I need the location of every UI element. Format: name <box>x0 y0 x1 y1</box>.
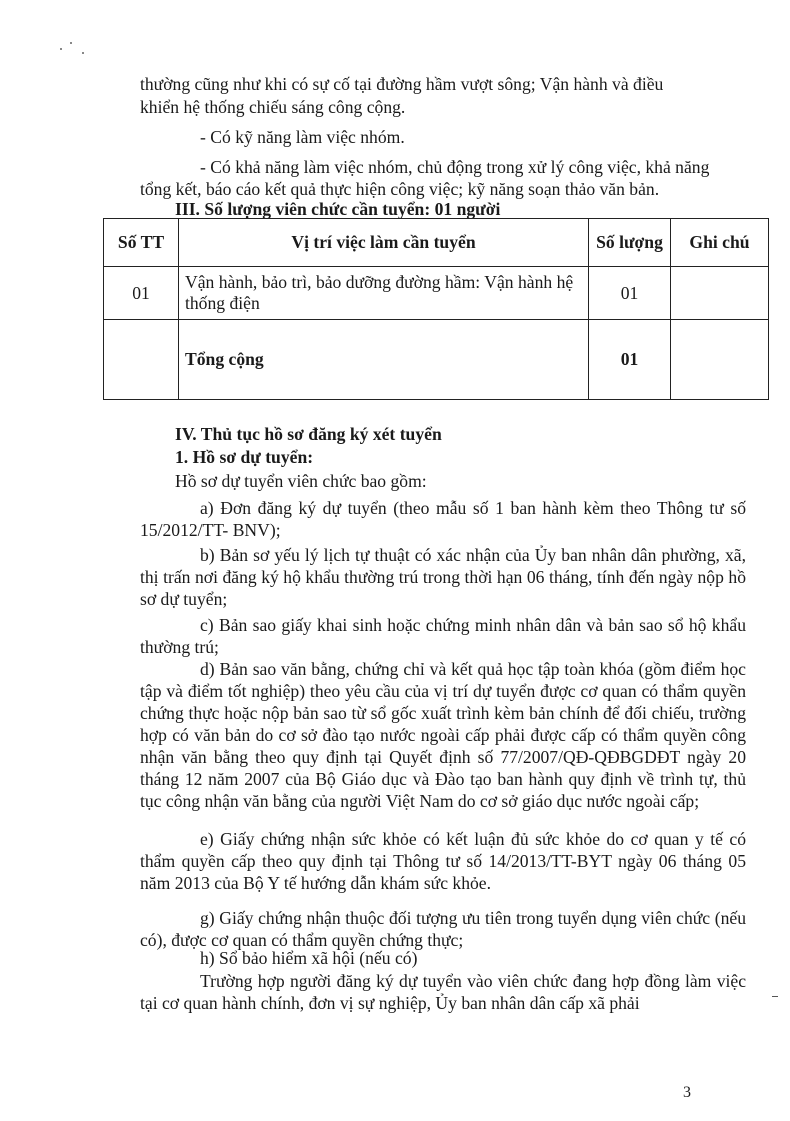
section-4-heading: IV. Thủ tục hồ sơ đăng ký xét tuyển <box>175 424 442 444</box>
total-stt <box>104 320 179 400</box>
row-quantity: 01 <box>589 267 671 320</box>
scan-speck <box>60 48 62 50</box>
intro-line-1: thường cũng như khi có sự cố tại đường hầm vượt sông; Vận hành và điều <box>140 74 664 94</box>
section-3-heading: III. Số lượng viên chức cần tuyển: 01 người <box>175 199 501 219</box>
scan-speck <box>82 52 84 54</box>
row-position: Vận hành, bảo trì, bảo dưỡng đường hầm: Vận hành hệ thống điện <box>179 267 589 320</box>
header-stt: Số TT <box>104 219 179 267</box>
intro-line-2: khiển hệ thống chiếu sáng công cộng. <box>140 97 406 117</box>
dossier-item-g: g) Giấy chứng nhận thuộc đối tượng ưu tiên trong tuyển dụng viên chức (nếu có), được cơ quan có thẩm quyền chứng thực; <box>140 908 746 950</box>
table-header-row <box>104 219 769 267</box>
total-note <box>671 320 769 400</box>
header-quantity: Số lượng <box>589 219 671 267</box>
scan-edge-mark <box>772 996 778 997</box>
intro-teamwork: - Có kỹ năng làm việc nhóm. <box>200 127 405 147</box>
section-4-subheading: 1. Hồ sơ dự tuyển: <box>175 447 314 467</box>
dossier-item-a: a) Đơn đăng ký dự tuyển (theo mẫu số 1 ban hành kèm theo Thông tư số 15/2012/TT- BNV); <box>140 498 746 540</box>
row-note <box>671 267 769 320</box>
dossier-item-c: c) Bản sao giấy khai sinh hoặc chứng minh nhân dân và bản sao sổ hộ khẩu thường trú; <box>140 615 746 657</box>
total-label: Tổng cộng <box>179 320 589 400</box>
total-quantity: 01 <box>589 320 671 400</box>
dossier-item-e: e) Giấy chứng nhận sức khỏe có kết luận đủ sức khỏe do cơ quan y tế có thẩm quyền cấp theo quy định tại Thông tư số 14/2013/TT-BYT ngày 06 tháng 05 năm 2013 của Bộ Y tế hướng dẫn khám sức khỏe. <box>140 829 746 893</box>
table-row <box>104 267 769 320</box>
table-total-row <box>104 320 769 400</box>
dossier-item-h: h) Sổ bảo hiểm xã hội (nếu có) <box>200 948 418 968</box>
dossier-item-b: b) Bản sơ yếu lý lịch tự thuật có xác nhận của Ủy ban nhân dân phường, xã, thị trấn nơi đăng ký hộ khẩu thường trú trong thời hạn 06 tháng, tính đến ngày nộp hồ sơ dự tuyển; <box>140 545 746 609</box>
header-note: Ghi chú <box>671 219 769 267</box>
dossier-intro: Hồ sơ dự tuyển viên chức bao gồm: <box>175 471 427 491</box>
dossier-contract-note: Trường hợp người đăng ký dự tuyển vào viên chức đang hợp đồng làm việc tại cơ quan hành chính, đơn vị sự nghiệp, Ủy ban nhân dân cấp xã phải <box>140 971 746 1013</box>
intro-ability-line-1: - Có khả năng làm việc nhóm, chủ động trong xử lý công việc, khả năng <box>200 157 710 177</box>
header-position: Vị trí việc làm cần tuyển <box>179 219 589 267</box>
scan-speck <box>70 42 72 44</box>
recruitment-table <box>103 218 769 400</box>
intro-ability-line-2: tổng kết, báo cáo kết quả thực hiện công việc; kỹ năng soạn thảo văn bản. <box>140 179 660 199</box>
row-stt: 01 <box>104 267 179 320</box>
dossier-item-d: d) Bản sao văn bằng, chứng chỉ và kết quả học tập toàn khóa (gồm điểm học tập và điểm tốt nghiệp) theo yêu cầu của vị trí dự tuyển được cơ quan có thẩm quyền chứng thực hoặc nộp bản sao từ sổ gốc xuất trình kèm bản chính để đối chiếu, trường hợp có văn bản do cơ sở đào tạo nước ngoài cấp phải được cấp có thẩm quyền công nhận văn bằng theo quy định tại Quyết định số 77/2007/QĐ-QĐBGDĐT ngày 20 tháng 12 năm 2007 của Bộ Giáo dục và Đào tạo ban hành quy định về trình tự, thủ tục công nhận văn bằng của người Việt Nam do cơ sở giáo dục nước ngoài cấp; <box>140 659 746 811</box>
page-number: 3 <box>683 1084 691 1101</box>
